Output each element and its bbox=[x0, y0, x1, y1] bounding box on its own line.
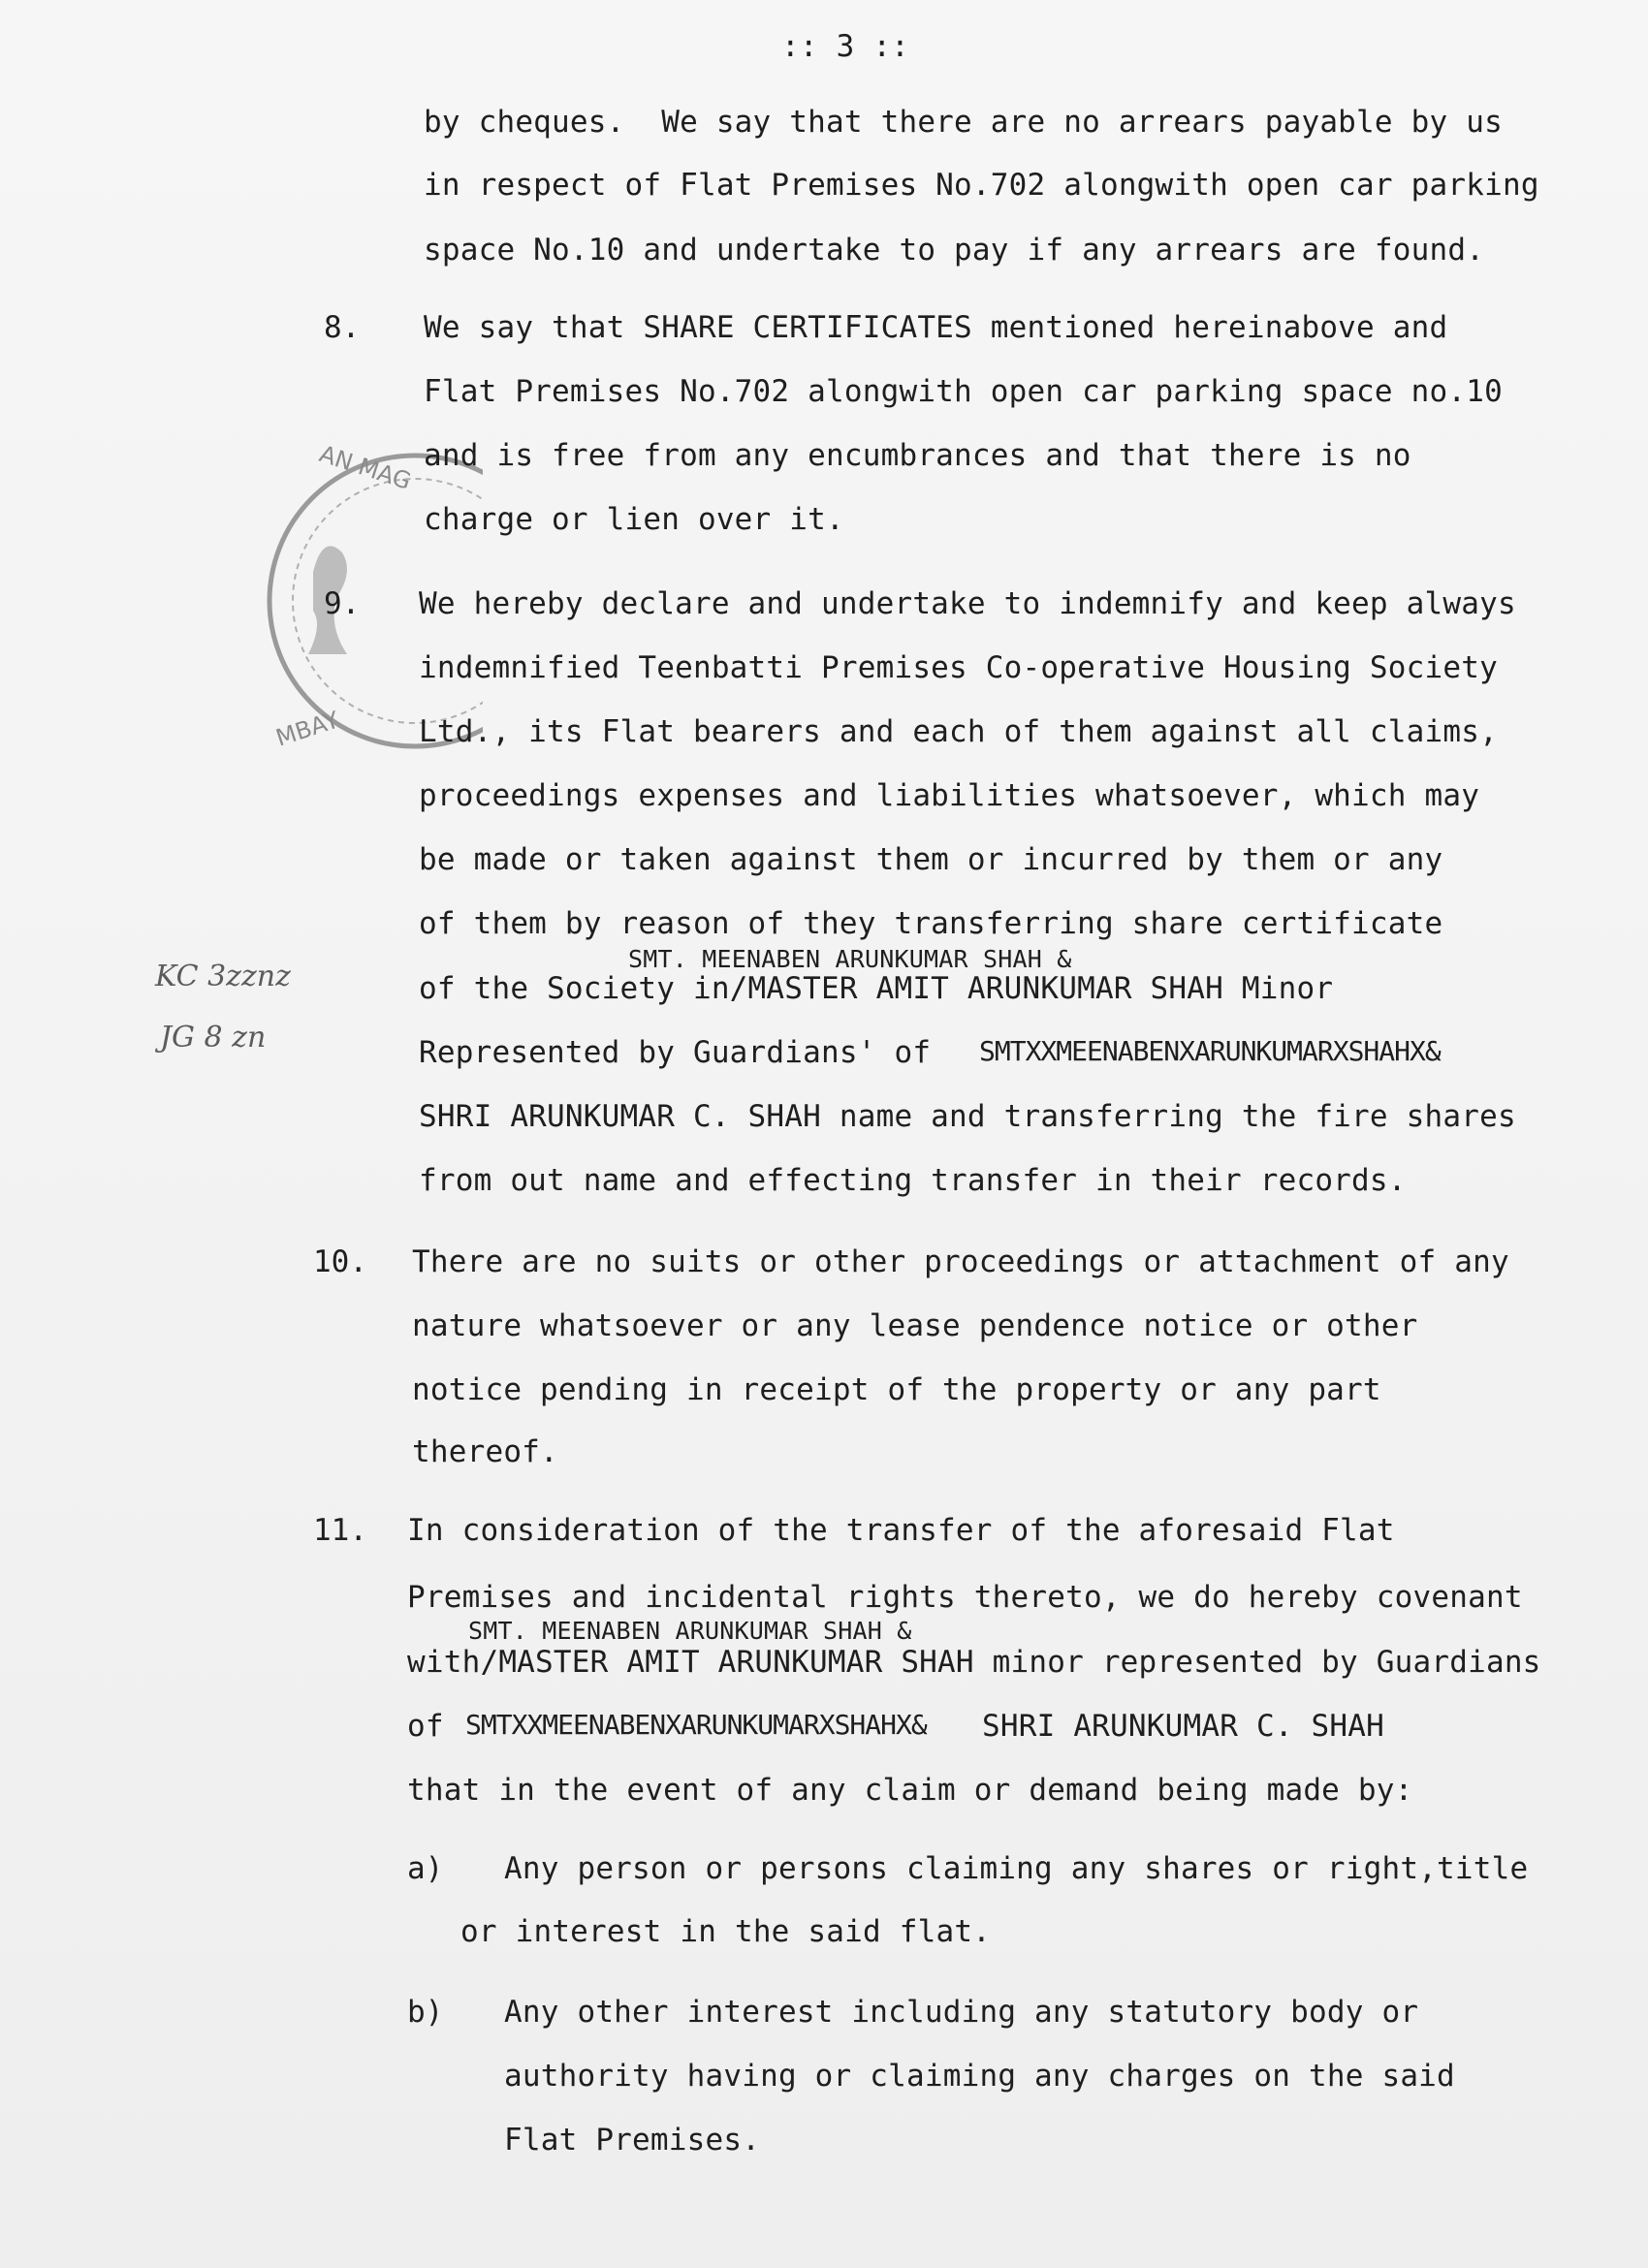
text-line: notice pending in receipt of the property or any part bbox=[412, 1372, 1381, 1407]
para-number: 10. bbox=[313, 1244, 367, 1279]
text-line: proceedings expenses and liabilities whatsoever, which may bbox=[419, 778, 1480, 813]
text-line: We hereby declare and undertake to indemnify and keep always bbox=[419, 586, 1516, 621]
text-line: Any person or persons claiming any shares or right,title bbox=[504, 1851, 1529, 1886]
text-line: space No.10 and undertake to pay if any arrears are found. bbox=[424, 233, 1485, 268]
page-header: :: 3 :: bbox=[781, 29, 910, 64]
handwritten-signature: KC 3zznz bbox=[155, 960, 291, 993]
text-line: SHRI ARUNKUMAR C. SHAH name and transferring the fire shares bbox=[419, 1099, 1516, 1134]
text-line: from out name and effecting transfer in their records. bbox=[419, 1163, 1407, 1198]
text-line: thereof. bbox=[412, 1434, 558, 1469]
text-line: In consideration of the transfer of the aforesaid Flat bbox=[407, 1513, 1395, 1548]
text-line: that in the event of any claim or demand being made by: bbox=[407, 1773, 1413, 1808]
text-line: Flat Premises No.702 alongwith open car parking space no.10 bbox=[424, 374, 1503, 409]
text-line: with/MASTER AMIT ARUNKUMAR SHAH minor represented by Guardians bbox=[407, 1645, 1541, 1680]
text-line: in respect of Flat Premises No.702 alongwith open car parking bbox=[424, 168, 1539, 203]
text-line: Ltd., its Flat bearers and each of them against all claims, bbox=[419, 714, 1498, 749]
text-line: Flat Premises. bbox=[504, 2123, 761, 2158]
text-line: Represented by Guardians' of bbox=[419, 1035, 932, 1070]
text-line: of them by reason of they transferring share certificate bbox=[419, 906, 1443, 941]
stamp-text-bottom: MBAY bbox=[272, 706, 342, 752]
para-number: 11. bbox=[313, 1513, 367, 1548]
struck-through-text: SMTXXMEENABENXARUNKUMARXSHAHX& bbox=[979, 1035, 1441, 1067]
text-line: by cheques. We say that there are no arrears payable by us bbox=[424, 105, 1503, 140]
text-line: authority having or claiming any charges on the said bbox=[504, 2059, 1455, 2094]
text-line: and is free from any encumbrances and that there is no bbox=[424, 438, 1411, 473]
text-line: indemnified Teenbatti Premises Co-operative Housing Society bbox=[419, 650, 1498, 685]
item-label: b) bbox=[407, 1995, 444, 2030]
text-line: be made or taken against them or incurred by them or any bbox=[419, 842, 1443, 877]
text-line: Premises and incidental rights thereto, we do hereby covenant bbox=[407, 1580, 1523, 1615]
text-line: of bbox=[407, 1709, 444, 1744]
text-line: or interest in the said flat. bbox=[460, 1914, 992, 1949]
para-number: 9. bbox=[324, 586, 361, 621]
stamp-text-top: AN MAG bbox=[316, 440, 415, 495]
typed-insertion: SMT. MEENABEN ARUNKUMAR SHAH & bbox=[628, 945, 1072, 973]
text-line: of the Society in/MASTER AMIT ARUNKUMAR SHAH Minor bbox=[419, 971, 1334, 1006]
para-number: 8. bbox=[324, 310, 361, 345]
text-line: charge or lien over it. bbox=[424, 502, 844, 537]
typed-insertion: SMT. MEENABEN ARUNKUMAR SHAH & bbox=[468, 1617, 912, 1645]
text-line: We say that SHARE CERTIFICATES mentioned hereinabove and bbox=[424, 310, 1448, 345]
item-label: a) bbox=[407, 1851, 444, 1886]
text-line: nature whatsoever or any lease pendence notice or other bbox=[412, 1308, 1418, 1343]
text-line: Any other interest including any statutory body or bbox=[504, 1995, 1419, 2030]
struck-through-text: SMTXXMEENABENXARUNKUMARXSHAHX& bbox=[465, 1709, 927, 1741]
handwritten-signature: JG 8 zn bbox=[160, 1021, 267, 1055]
text-line: There are no suits or other proceedings or attachment of any bbox=[412, 1244, 1509, 1279]
text-line: SHRI ARUNKUMAR C. SHAH bbox=[982, 1709, 1384, 1744]
